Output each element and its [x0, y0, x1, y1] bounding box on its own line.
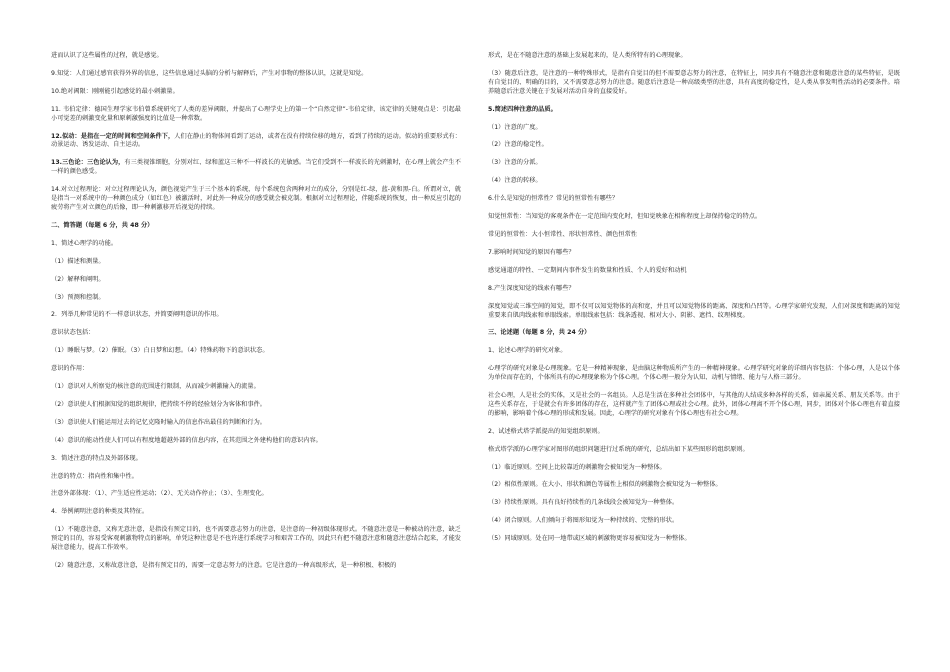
section-heading: 二、简答题（每题 6 分，共 48 分）: [51, 221, 154, 229]
question: 2．列举几种常见的不一样意识状态，并简要阐明意识的作用。: [51, 311, 223, 319]
answer-paragraph: （2）随意注意，又称故意注意，是指有预定目的，需要一定意志努力的注意。它是注意的一种高级形式，是一种积极、积极的: [51, 562, 397, 569]
question: 7.影响时间知觉的原因有哪些？: [488, 248, 575, 256]
answer-item: （3）预测和控制。: [51, 293, 105, 301]
answer-paragraph: （3）随意后注意，是注意的一种特殊形式，是指有自觉目的但不需要意志努力的注意，在特征上，同步具有不随意注意和随意注意的某些特征，是既有自觉目的、明确的目的，又不需要意志努力的注意。随意后注意是一种高级类型的注意，具有高度的稳定性，是人类从事发明性活动的必要条件。培养随意后注意关键在于发展对活动自身的直接爱好。: [488, 69, 900, 95]
answer-item: （3）持续性原则。具有良好持续性的几条线段会被知觉为一种整体。: [488, 499, 679, 507]
answer-item: （2）相似性原则。在大小、形状和颜色等属性上相似的刺激物会被知觉为一种整体。: [488, 481, 722, 489]
text-paragraph: 11. 韦伯定律：德国生理学家韦伯曾系统研究了人类的差异阈限，并提出了心理学史上的第一个“自然定律”-韦伯定律，该定律的关键观点是：引起最小可觉差的刺激变化量和原刺激强度的比值是一种常数。: [51, 105, 461, 122]
answer-item: （3）意识使人们能运用过去的记忆克隆时输入的信息作出最佳的判断和行为。: [51, 418, 267, 426]
answer-item: 意识的作用：: [51, 365, 89, 373]
answer-paragraph: （1）不随意注意，又称无意注意，是指没有预定目的，也不需要意志努力的注意，是注意的一种初级体现形式。不随意注意是一种被动的注意，缺乏预定的目的，容易受客观刺激物特点的影响，单凭这种注意是不也许进行系统学习和艰苦工作的，因此只有把不随意注意和随意注意结合起来，才能发展注意能力，提高工作效率。: [51, 526, 461, 552]
question: 6.什么是知觉的恒常性？常见的恒常性有哪些？: [488, 195, 619, 203]
answer-item: （1）睡眠与梦。（2）催眠。（3）白日梦和幻想。（4）特殊药物下的意识状态。: [51, 347, 269, 355]
section-heading: 三、论述题（每题 8 分，共 24 分）: [488, 329, 591, 337]
answer-item: 注意外部体现：（1）、产生适应性运动；（2）、无关动作停止；（3）、生理变化。: [51, 490, 268, 498]
question: 8.产生深度知觉的线索有哪些？: [488, 284, 575, 292]
answer-item: 意识状态包括：: [51, 329, 95, 337]
answer-item: （1）注意的广度。: [488, 123, 542, 131]
answer-item: （1）描述和测量。: [51, 257, 105, 265]
answer-item: （4）意识的能动性使人们可以有程度地超越外部的信息内容，在其范围之外建构他们的意识内容。: [51, 436, 322, 444]
text-line: 形式，是在不随意注意的基础上发展起来的，是人类所特有的心理现象。: [488, 52, 687, 59]
question: 3．简述注意的特点及外部体现。: [51, 454, 142, 462]
text-paragraph: 14.对立过程理论：对立过程理论认为，颜色视觉产生于三个基本的系统，每个系统包含两种对立的成分，分别是红-绿，蓝-黄和黑-白。所谓对立，就是指当一对系统中的一种颜色成分（如红色）被激活时，对此外一种成分的感受就会被克制。根据对立过程理论，伴随系统的恢复，由一种反应引起的疲劳将产生对立颜色的后像，即一种刺激移开后视觉的持续。: [51, 186, 461, 211]
answer-paragraph: 心理学的研究对象是心理现象。它是一种精神现象，是由脑这种物质所产生的一种精神现象。心理学研究对象的详细内容包括：个体心理，人是以个体为单位而存在的，个体所具有的心理现象称为个体心理。个体心理一般分为认知、动机与情绪、能力与人格三部分。: [488, 365, 900, 382]
answer-paragraph: 深度知觉或三维空间的知觉，即不仅可以知觉物体的高和宽，并且可以知觉物体的距离、深度和凸凹等。心理学家研究发现，人们对深度和距离的知觉重要来自肌肉线索和单眼线索。单眼线索包括：线条透视、相对大小、阴影、遮挡、纹理梯度。: [488, 302, 900, 319]
question: 4．举例阐明注意的种类及其特征。: [51, 508, 149, 516]
question: 2、试述格式塔学派提出的知觉组织原则。: [488, 427, 604, 435]
answer-item: （5）同域原则。处在同一地带或区域的刺激物更容易被知觉为一种整体。: [488, 535, 691, 543]
answer-paragraph: 社会心理，人是社会的实体，又是社会的一名组员。人总是生活在多种社会团体中，与其他的人结成多种各样的关系，如亲属关系、朋友关系等。由于这些关系存在，于是就会有许多团体的存在，这样就产生了团体心理或社会心理。此外，团体心理离不开个体心理，同步，团体对个体心理也有着直接的影响，影响着个体心理的形成和发展。因此，心理学的研究对象有个体心理也有社会心理。: [488, 392, 900, 417]
text-line: 10.绝对阈限：刚刚能引起感觉的最小刺激量。: [51, 87, 179, 95]
answer-item: 格式塔学派的心理学家对图形的组织问题进行过系统的研究，总结出如下某些图形的组织原则。: [488, 445, 749, 453]
question: 5.简述四种注意的品质。: [488, 105, 557, 113]
text-paragraph: 13.三色论：三色论认为，有三类视锥细胞，分别对红、绿和蓝这三种不一样波长的光敏感。当它们受到不一样波长的光刺激时，在心理上就会产生不一样的颜色感受。: [51, 159, 461, 176]
answer-item: 感觉通道的特性、一定期间内事件发生的数量和性质、个人的爱好和动机: [488, 266, 687, 274]
answer-item: （2）注意的稳定性。: [488, 141, 548, 149]
question: 1、论述心理学的研究对象。: [488, 347, 567, 355]
text-line: 进而认识了这些属性的过程，就是感觉。: [51, 52, 163, 59]
text-line: 9.知觉：人们通过感官获得外界的信息，这些信息通过头脑的分析与解释后，产生对事物的整体认识，这就是知觉。: [51, 69, 368, 77]
answer-item: 注意的特点：指向性和集中性。: [51, 472, 138, 480]
answer-item: （4）注意的转移。: [488, 177, 542, 185]
left-column: [51, 52, 461, 580]
answer-item: （2）意识使人们根据知觉的组织规律，把持续不停的经验划分为客体和事件。: [51, 400, 267, 408]
answer-item: 知觉恒常性：当知觉的客观条件在一定范围内变化时，但知觉映象在相称程度上却保持稳定的特点。: [488, 213, 762, 221]
question: 1、简述心理学的功能。: [51, 239, 118, 247]
text-paragraph: 12.似动：是指在一定的时间和空间条件下，人们在静止的物体间看到了运动，或者在没有持续位移的地方，看到了持续的运动。似动的重要形式有：动景运动、诱发运动、自主运动。: [51, 132, 461, 149]
answer-item: （2）解释和阐明。: [51, 275, 105, 283]
answer-item: 常见的恒常性：大小恒常性、形状恒常性、颜色恒常性: [488, 230, 637, 238]
answer-item: （1）意识对人所察觉的核注意的范围进行限制，从而减少刺激输入的流量。: [51, 383, 260, 391]
right-column: [488, 52, 900, 553]
answer-item: （3）注意的分派。: [488, 159, 542, 167]
answer-item: （4）闭合原则。人们倾向于将图形知觉为一种持续的、完整的形状。: [488, 517, 679, 525]
answer-item: （1）临近原则。空间上比较靠近的刺激物会被知觉为一种整体。: [488, 463, 666, 471]
